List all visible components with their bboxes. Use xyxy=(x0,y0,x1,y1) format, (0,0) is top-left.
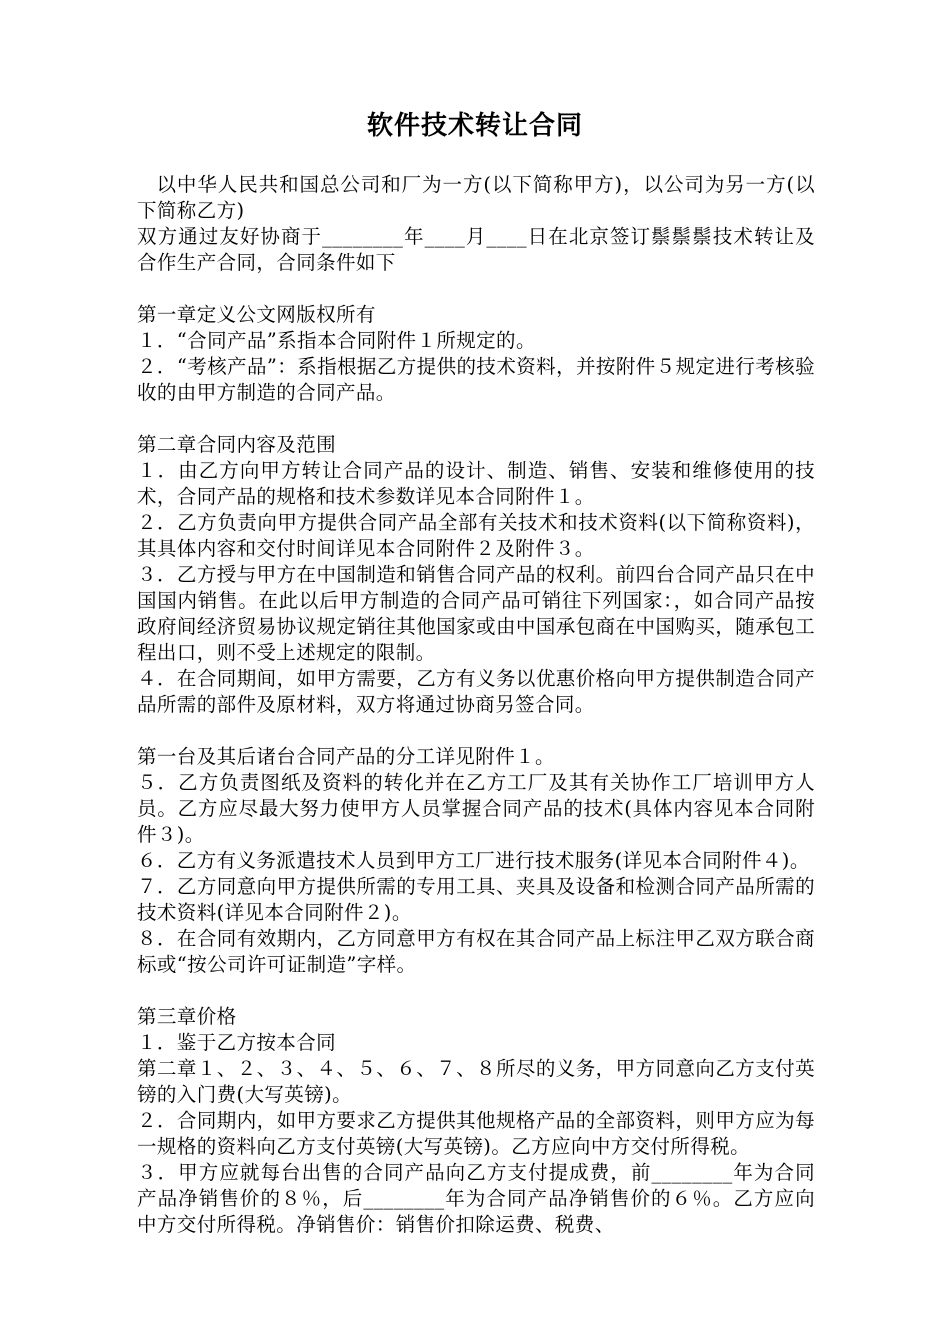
intro-paragraph: 以中华人民共和国总公司和厂为一方(以下简称甲方)，以公司为另一方(以下简称乙方) xyxy=(137,173,815,222)
paragraph-gap xyxy=(137,406,815,432)
clause-paragraph: ６．乙方有义务派遣技术人员到甲方工厂进行技术服务(详见本合同附件４)。 xyxy=(137,849,810,872)
contract-body xyxy=(137,172,815,1238)
clause-paragraph: ２．合同期内，如甲方要求乙方提供其他规格产品的全部资料，则甲方应为每一规格的资料向乙方支付英镑(大写英镑)。乙方应向中方交付所得税。 xyxy=(137,1109,815,1158)
paragraph-gap xyxy=(137,718,815,744)
clause-paragraph: ４．在合同期间，如甲方需要，乙方有义务以优惠价格向甲方提供制造合同产品所需的部件及原材料，双方将通过协商另签合同。 xyxy=(137,667,815,716)
clause-paragraph: 第二章１、２、３、４、５、６、７、８所尽的义务，甲方同意向乙方支付英镑的入门费(大写英镑)。 xyxy=(137,1057,815,1106)
paragraph-gap xyxy=(137,276,815,302)
clause-paragraph: ８．在合同有效期内，乙方同意甲方有权在其合同产品上标注甲乙双方联合商标或“按公司许可证制造”字样。 xyxy=(137,927,815,976)
clause-paragraph: ５．乙方负责图纸及资料的转化并在乙方工厂及其有关协作工厂培训甲方人员。乙方应尽最大努力使甲方人员掌握合同产品的技术(具体内容见本合同附件３)。 xyxy=(137,771,815,846)
clause-paragraph: 第一台及其后诸台合同产品的分工详见附件１。 xyxy=(137,745,555,768)
paragraph-gap xyxy=(137,978,815,1004)
chapter-heading: 第三章价格 xyxy=(137,1005,237,1028)
clause-paragraph: ３．乙方授与甲方在中国制造和销售合同产品的权利。前四台合同产品只在中国国内销售。在此以后甲方制造的合同产品可销往下列国家：，如合同产品按政府间经济贸易协议规定销往其他国家或由中国承包商在中国购买，随承包工程出口，则不受上述规定的限制。 xyxy=(137,563,815,664)
chapter-heading: 第二章合同内容及范围 xyxy=(137,433,337,456)
clause-paragraph: １．由乙方向甲方转让合同产品的设计、制造、销售、安装和维修使用的技术，合同产品的规格和技术参数详见本合同附件１。 xyxy=(137,459,815,508)
clause-paragraph: １．鉴于乙方按本合同 xyxy=(137,1031,337,1054)
chapter-heading: 第一章定义公文网版权所有 xyxy=(137,303,376,326)
clause-paragraph: ２．乙方负责向甲方提供合同产品全部有关技术和技术资料(以下简称资料)，其具体内容和交付时间详见本合同附件２及附件３。 xyxy=(137,511,815,560)
clause-paragraph: １．“合同产品”系指本合同附件１所规定的。 xyxy=(137,329,536,352)
signing-paragraph: 双方通过友好协商于________年____月____日在北京签订鬃鬃鬃技术转让及合作生产合同，合同条件如下 xyxy=(137,225,815,274)
clause-paragraph: ７．乙方同意向甲方提供所需的专用工具、夹具及设备和检测合同产品所需的技术资料(详见本合同附件２)。 xyxy=(137,875,815,924)
document-title: 软件技术转让合同 xyxy=(366,111,583,141)
clause-paragraph: ３．甲方应就每台出售的合同产品向乙方支付提成费，前________年为合同产品净销售价的８％，后________年为合同产品净销售价的６％。乙方应向中方交付所得税。净销售价：销售价扣除运费、税费、 xyxy=(137,1161,815,1236)
clause-paragraph: ２．“考核产品”：系指根据乙方提供的技术资料，并按附件５规定进行考核验收的由甲方制造的合同产品。 xyxy=(137,355,815,404)
